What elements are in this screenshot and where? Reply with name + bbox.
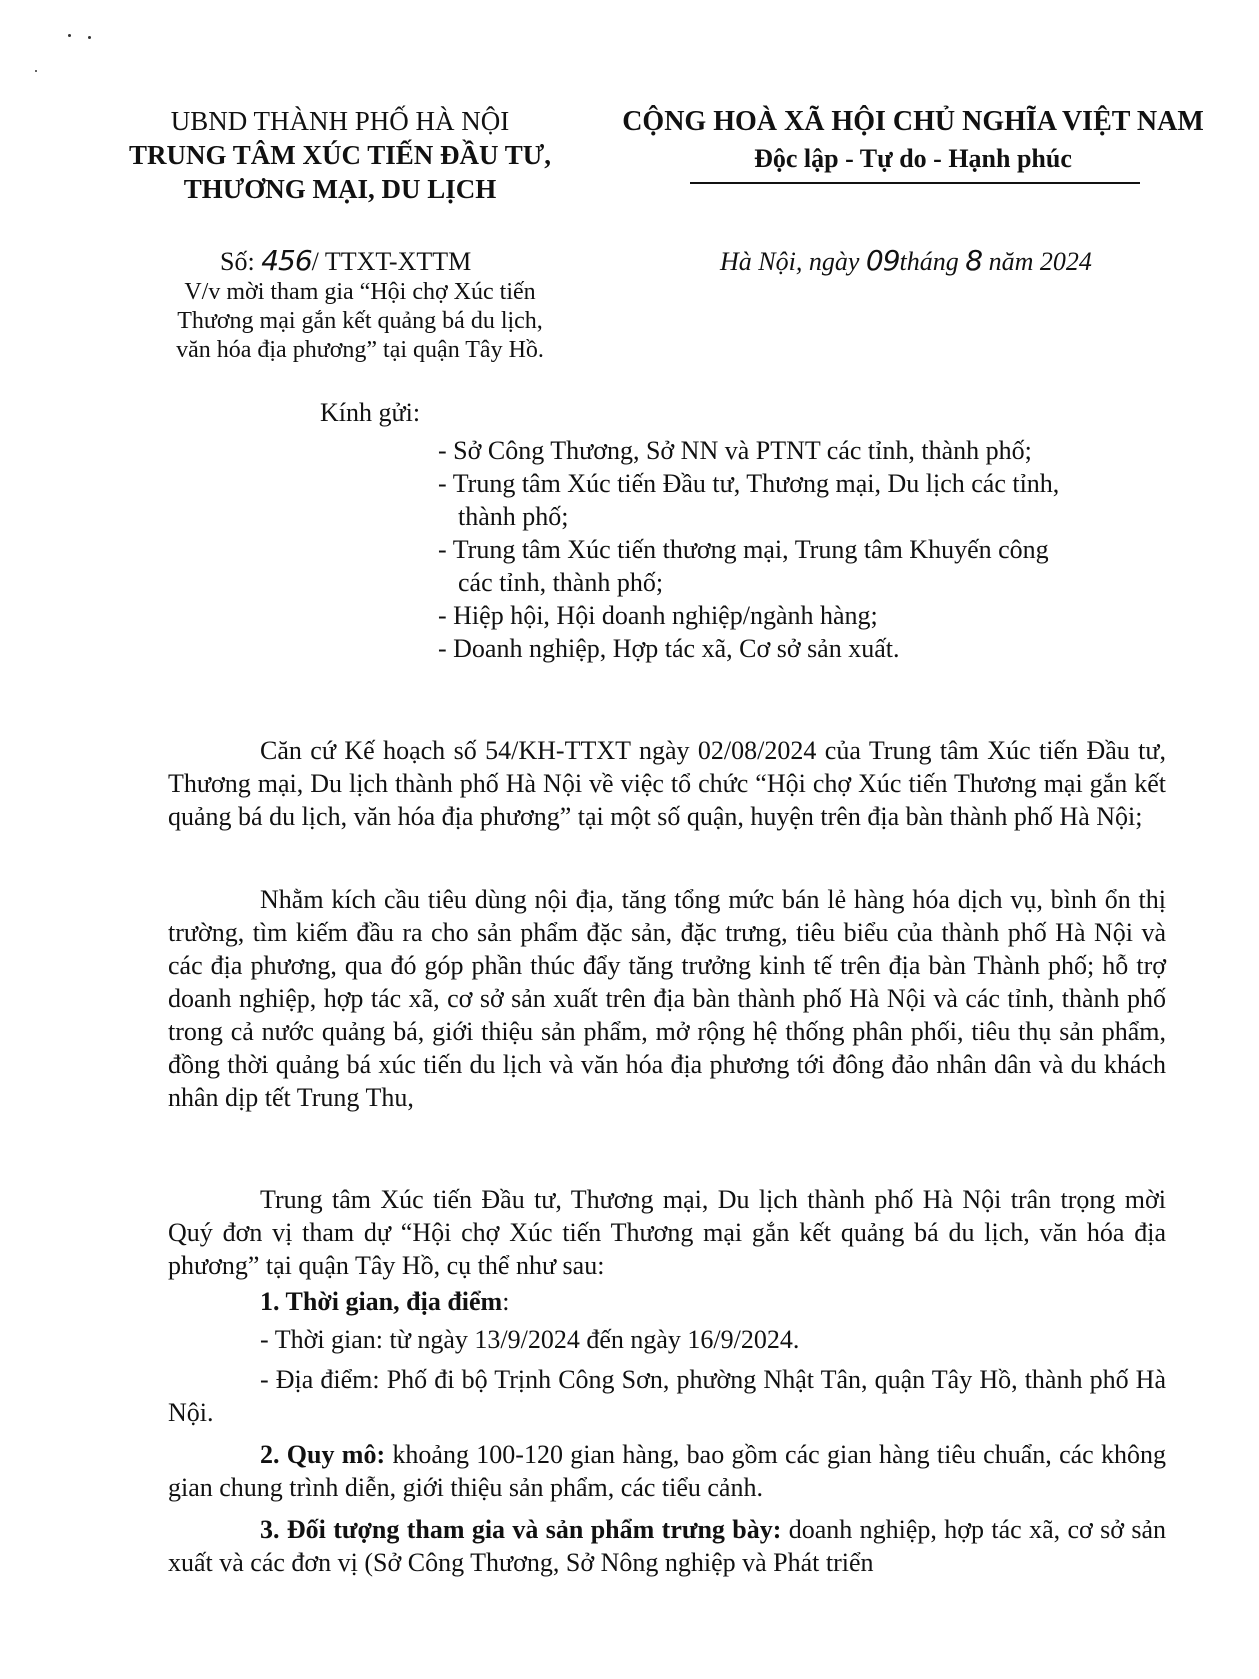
subject-line: văn hóa địa phương” tại quận Tây Hồ. [176,337,544,363]
scan-speck [88,36,91,39]
section-heading-text: 2. Quy mô: [260,1440,386,1469]
document-number [220,244,471,277]
agency-name: UBND THÀNH PHỐ HÀ NỘI [170,106,510,136]
subject-line: V/v mời tham gia “Hội chợ Xúc tiến [184,279,536,305]
paragraph-text: Căn cứ Kế hoạch số 54/KH-TTXT ngày 02/08/2024 của Trung tâm Xúc tiến Đầu tư, Thương mại, Du lịch thành phố Hà Nội về việc tổ chức “Hội chợ Xúc tiến Thương mại gắn kết quảng bá du lịch, văn hóa địa phương” tại một số quận, huyện trên địa bàn thành phố Hà Nội; [168,736,1166,831]
section-heading-text: 3. Đối tượng tham gia và sản phẩm trưng bày: [260,1515,782,1544]
recipient-item: - Hiệp hội, Hội doanh nghiệp/ngành hàng; [438,601,878,630]
recipient-item: - Doanh nghiệp, Hợp tác xã, Cơ sở sản xuất. [438,634,900,663]
country-name: CỘNG HOÀ XÃ HỘI CHỦ NGHĨA VIỆT NAM [622,106,1204,137]
section-3 [168,1513,1166,1579]
center-name-line2: THƯƠNG MẠI, DU LỊCH [183,174,497,204]
subject-block [120,278,600,365]
number-prefix: Số: [220,247,262,276]
center-name-line1: TRUNG TÂM XÚC TIẾN ĐẦU TƯ, [128,140,552,170]
motto-underline [690,182,1140,184]
paragraph-text: khoảng 100-120 gian hàng, bao gồm các gian hàng tiêu chuẩn, các không gian chung trình diễn, giới thiệu sản phẩm, các tiểu cảnh. [168,1440,1166,1502]
recipient-item: - Trung tâm Xúc tiến thương mại, Trung tâm Khuyến công [438,535,1049,564]
paragraph-invitation [168,1183,1166,1282]
subject-line: Thương mại gắn kết quảng bá du lịch, [177,308,543,334]
section-1-heading [260,1287,509,1317]
date-part2: tháng [899,247,966,276]
scan-speck [35,70,37,72]
number-suffix: / TTXT-XTTM [311,247,472,276]
handwritten-number: 456 [261,244,312,277]
paragraph-legal-basis [168,734,1166,833]
national-motto: Độc lập - Tự do - Hạnh phúc [754,144,1072,173]
paragraph-text: Nhằm kích cầu tiêu dùng nội địa, tăng tổng mức bán lẻ hàng hóa dịch vụ, bình ổn thị trường, tìm kiếm đầu ra cho sản phẩm đặc sản, đặc trưng, tiêu biểu của thành phố Hà Nội và các địa phương, qua đó góp phần thúc đẩy tăng trưởng kinh tế trên địa bàn Thành phố; hỗ trợ doanh nghiệp, hợp tác xã, cơ sở sản xuất trên địa bàn thành phố Hà Nội và các tỉnh, thành phố trong cả nước quảng bá, giới thiệu sản phẩm, mở rộng hệ thống phân phối, tiêu thụ sản phẩm, đồng thời quảng bá xúc tiến du lịch và văn hóa địa phương tới đông đảo nhân dân và du khách nhân dịp tết Trung Thu, [168,885,1166,1112]
section-heading-text: 1. Thời gian, địa điểm [260,1287,503,1316]
scan-speck [68,34,71,37]
recipient-item: - Trung tâm Xúc tiến Đầu tư, Thương mại, Du lịch các tỉnh, [438,469,1060,498]
paragraph-text: doanh nghiệp, hợp tác xã, cơ sở sản xuất và các đơn vị (Sở Công Thương, Sở Nông nghiệp và Phát triển [168,1515,1166,1577]
recipient-item: - Sở Công Thương, Sở NN và PTNT các tỉnh, thành phố; [438,436,1032,465]
date-part1: Hà Nội, ngày [720,247,866,276]
recipients-list [438,434,1059,665]
greeting: Kính gửi: [320,398,421,427]
handwritten-day: 09 [865,244,900,277]
place-date [720,244,1092,277]
handwritten-month: 8 [965,244,983,277]
section-2 [168,1438,1166,1504]
recipient-item-cont: các tỉnh, thành phố; [458,568,664,597]
paragraph-purpose [168,883,1166,1114]
section-1-time: - Thời gian: từ ngày 13/9/2024 đến ngày 16/9/2024. [260,1325,800,1354]
recipient-item-cont: thành phố; [458,502,569,531]
date-part3: năm 2024 [982,247,1092,276]
paragraph-text: Trung tâm Xúc tiến Đầu tư, Thương mại, Du lịch thành phố Hà Nội trân trọng mời Quý đơn vị tham dự “Hội chợ Xúc tiến Thương mại gắn kết quảng bá du lịch, văn hóa địa phương” tại quận Tây Hồ, cụ thể như sau: [168,1185,1166,1280]
section-1-place [168,1363,1166,1429]
paragraph-text: - Địa điểm: Phố đi bộ Trịnh Công Sơn, phường Nhật Tân, quận Tây Hồ, thành phố Hà Nội. [168,1365,1166,1427]
heading-colon: : [502,1287,510,1316]
